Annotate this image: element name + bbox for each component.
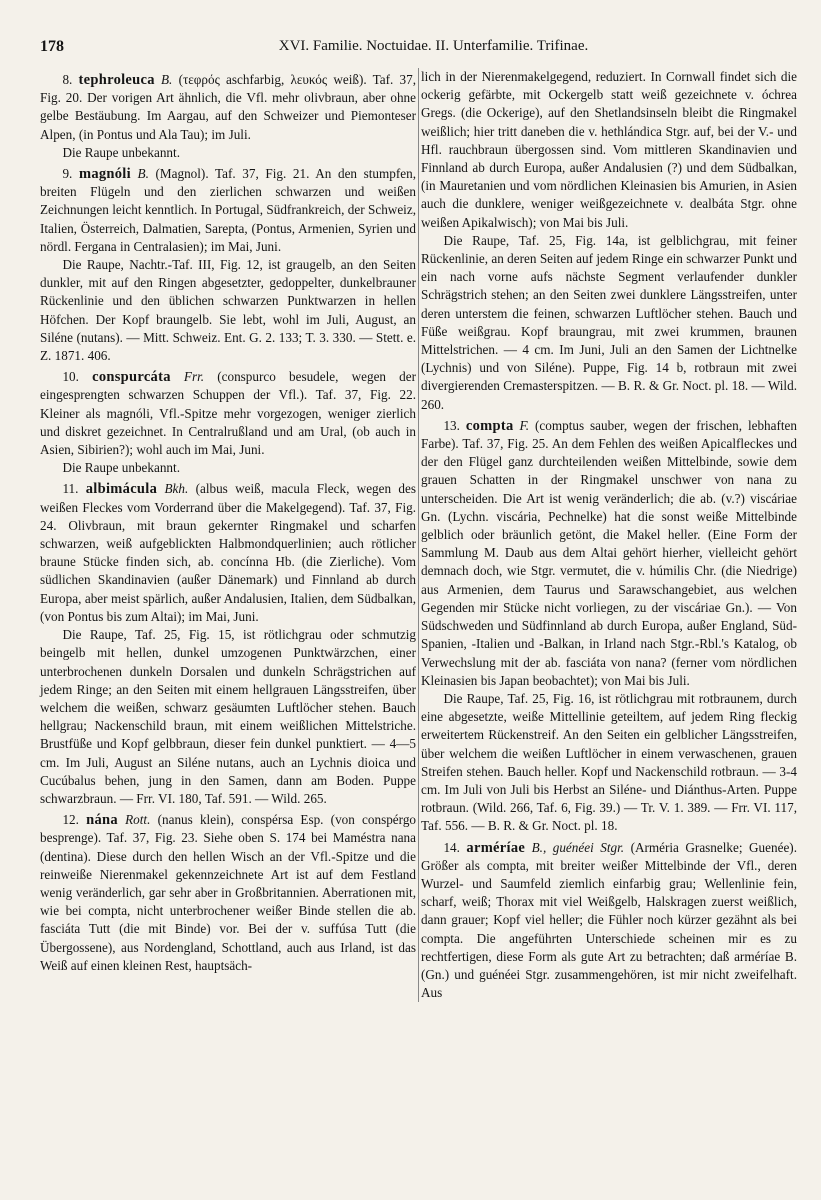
paragraph bbox=[40, 626, 416, 808]
species-author: Bkh. bbox=[157, 481, 189, 497]
paragraph bbox=[421, 690, 797, 836]
paragraph-text: (Magnol). Taf. 37, Fig. 21. An den stumpfen, breiten Flügeln und den zierlichen schwarzen und weißen Zeichnungen leicht kenntlich. In Portugal, Südfrankreich, der Schweiz, Italien, Österreich, Dalmatien, Sarepta, (Pontus, Armenien, Syrien und nördl. Fergana in Centralasien); im Mai, Juni. bbox=[40, 166, 416, 254]
right-column bbox=[421, 68, 797, 1002]
paragraph bbox=[40, 256, 416, 365]
paragraph bbox=[40, 459, 416, 477]
column-divider bbox=[418, 68, 419, 1002]
paragraph-text: Die Raupe, Taf. 25, Fig. 16, ist rötlichgrau mit rotbraunem, durch eine abgesetzte, weiße Mittellinie geteiltem, auf jedem Ring fleckig erweitertem Rückenstreif. An den Seiten ein gelblicher Längsstreifen, über welchem die weißen Luftlöcher in einem verwaschenen, grauen Streifen stehen. Bauch heller. Kopf und Nackenschild rotbraun. — 3-4 cm. Im Juli von Juli bis Herbst an Siléne- und Diánthus-Arten. Puppe rotbraun. (Wild. 266, Taf. 6, Fig. 39.) — Tr. V. 1. 389. — Frr. VI. 117, Taf. 556. — B. R. & Gr. Noct. pl. 18. bbox=[421, 690, 797, 834]
species-author: B., guénéei Stgr. bbox=[525, 839, 625, 855]
entry-number: 12. bbox=[62, 812, 87, 828]
species-entry bbox=[40, 811, 416, 975]
species-author: B. bbox=[154, 72, 173, 87]
species-entry bbox=[421, 839, 797, 1003]
paragraph-text: (comptus sauber, wegen der frischen, lebhaften Farbe). Taf. 37, Fig. 25. An dem Fehlen des weißen Apicalfleckes und der den Flügel ganz durchteilenden weißen Mittelbinde, sowie dem grauen Schatten in der Ringmakel unschwer von nana zu unterscheiden. Die Art ist wenig veränderlich; die ab. (v.?) viscáriae Gn. (Lychn. viscária, Pechnelke) hat die sonst weiße Mittelbinde gelblich oder bräunlich getönt, die Makel heller. (Eine Form der Sammlung M. Daub aus dem Altai gehört hierher, vielleicht gehört demnach doch, wie Stgr. vermutet, die v. húmilis Chr. (die Niedrige) aus Armenien, dem Taurus und Sarawschangebiet, aus welchen Gegenden mir Stücke nicht vorliegen, zu der viscáriae Gn.). — Von Südschweden und Südfinnland ab durch Europa, außer England, Süd-Spanien, -Italien und -Balkan, in Irland nach Stgr.-Rbl.'s Katalog, ob Verwechslung mit der ab. fasciáta von nana? (ferner vom nördlichen Kleinasien bis Japan beobachtet); von Mai bis Juli. bbox=[421, 417, 798, 688]
paragraph-text: (nanus klein), conspérsa Esp. (von conspérgo besprenge). Taf. 37, Fig. 23. Siehe oben S. 174 bei Maméstra nana (dentina). Diese durch den hellen Wisch an der Vfl.-Spitze und die reinweiße Nierenmakel gekennzeichnete Art ist auf dem Festland wenig veränderlich, gar sehr aber in Großbritannien. Aberrationen mit, wie bei compta, nicht unterbrochener weißer Binde stellen die ab. fasciáta Tutt (die mit Binde) vor. Bei der v. suffúsa Tutt (die Übergossene), aus Nordengland, Schottland, auch aus Irland, ist das Weiß auf einen kleinen Rest, hauptsäch- bbox=[40, 812, 417, 973]
entry-number: 8. bbox=[62, 72, 79, 87]
entry-number: 14. bbox=[443, 839, 467, 855]
paragraph bbox=[421, 232, 797, 414]
paragraph-text: Die Raupe unbekannt. bbox=[62, 144, 180, 160]
species-author: F. bbox=[513, 417, 530, 433]
species-author: Frr. bbox=[170, 369, 205, 385]
species-name: albimácula bbox=[85, 481, 158, 498]
paragraph-text: (albus weiß, macula Fleck, wegen des weißen Fleckes vom Vorderrand über die Makelgegend). Taf. 37, Fig. 24. Olivbraun, mit braun gekernter Ringmakel und scharfen schwarzen, weiß aufgeblickten Halbmondquerlinien; auch rötlicher braune Stücke finden sich, ab. concínna Hb. (die Zierliche). Vom südlichen Skandinavien (außer Dänemark) und Finnland ab durch Europa, aber meist spärlich, außer Andalusien, Italien, dem Südbalkan, (von Pontus bis zum Altai); im Mai, Juni. bbox=[40, 481, 416, 624]
species-author: Rott. bbox=[117, 812, 151, 828]
paragraph-text: (Arméria Grasnelke; Guenée). Größer als compta, mit breiter weißer Mittelbinde der Vfl., deren Wurzel- und Saumfeld ziemlich einfarbig grau; Wellenlinie fein, scharf, weiß; Thorax mit viel Weißgelb, Halskragen zuerst weißlich, dann grauer; Kopf viel heller; die Fühler noch kürzer gezähnt als bei compta. Die angeführten Unterschiede scheinen mir es zu rechtfertigen, diese Form als gute Art zu betrachten; daß arméríae B. (Gn.) und guénéei Stgr. zusammengehören, ist mir nicht zweifelhaft. Aus bbox=[421, 839, 797, 1001]
running-header bbox=[40, 38, 797, 64]
species-entry bbox=[40, 165, 416, 256]
paragraph bbox=[421, 68, 797, 232]
paragraph-text: Die Raupe unbekannt. bbox=[62, 460, 180, 476]
header-title: XVI. Familie. Noctuidae. II. Unterfamilie. Trifinae. bbox=[278, 38, 589, 54]
species-entry bbox=[421, 417, 797, 690]
species-name: conspurcáta bbox=[92, 369, 171, 386]
species-name: arméríae bbox=[466, 839, 526, 856]
entry-number: 9. bbox=[62, 166, 79, 182]
text-columns bbox=[40, 68, 797, 1002]
page-number: 178 bbox=[40, 38, 64, 55]
species-author: B. bbox=[130, 166, 149, 182]
paragraph-text: lich in der Nierenmakelgegend, reduziert. In Cornwall findet sich die ockerig gefärbte, mit Ockergelb statt weiß gezeichnete v. óchrea Gregs. (die Ockerige), auf den Shetlandsinseln bleibt die Ringmakel weißlich; hier tritt daneben die v. hethlándica Stgr. auf, bei der V.- und Hfl. rauchbraun übergossen sind. Vom mittleren Skandinavien und Finnland ab durch Europa, außer Andalusien (?) und dem Südbalkan, (in Mauretanien und vom nördlichen Kleinasien bis Amurien, in Asien auch die dunklere, weniger weißgezeichnete v. dealbáta Stgr. ohne weißen Apikalwisch); von Mai bis Juli. bbox=[421, 69, 797, 230]
paragraph bbox=[40, 144, 416, 162]
species-name: tephroleuca bbox=[78, 72, 155, 88]
paragraph-text: Die Raupe, Taf. 25, Fig. 14a, ist gelblichgrau, mit feiner Rückenlinie, an deren Seiten auf jedem Ringe ein schwarzer Punkt und ein nach vorne aufs nächste Segment verlaufender dunkler Schrägstrich stehen; an den Seiten zwei dunklere Längsstreifen, unter deren unterstem die feinen, schwarzen Luftlöcher stehen. Bauch und Füße weißgrau. Kopf braungrau, mit zwei krummen, braunen Mittelstrichen. — 4 cm. Im Juni, Juli an den Samen der Lichtnelke (Lychnis) und von Siléne). Puppe, Fig. 14 b, rotbraun mit zwei divergierenden Cremasterspitzen. — B. R. & Gr. Noct. pl. 18. — Wild. 260. bbox=[421, 232, 797, 412]
entry-number: 11. bbox=[62, 481, 86, 497]
paragraph-text: (τεφρός aschfarbig, λευκός weiß). Taf. 37, Fig. 20. Der vorigen Art ähnlich, die Vfl. mehr olivbraun, aber ohne gelbe Bestäubung. Im Aargau, auf den Schweizer und Piemonteser Alpen, (in Pontus und Ala Tau); im Juli. bbox=[40, 72, 416, 142]
paragraph-text: (conspurco besudele, wegen der eingesprengten schwarzen Schuppen der Vfl.). Taf. 37, Fig. 22. Kleiner als magnóli, Vfl.-Spitze mehr vorgezogen, weniger zierlich und diskret gezeichnet. In Centralrußland und am Ural, (ob auch in Asien, Sibirien?); wohl auch im Mai, Juni. bbox=[40, 369, 417, 458]
entry-number: 13. bbox=[443, 417, 466, 433]
species-name: compta bbox=[465, 417, 514, 434]
species-name: nána bbox=[86, 812, 118, 829]
paragraph-text: Die Raupe, Taf. 25, Fig. 15, ist rötlichgrau oder schmutzig beingelb mit hellen, dunkel umzogenen Punktwärzchen, einer unterbrochenen dunkeln Dorsalen und dunkeln Schrägstrichen auf jedem Ringe; an den Seiten mit einem hellgrauen Längsstreifen, über welchem die weißen, schwarz gesäumten Luftlöcher stehen. Bauch hellgrau; Nackenschild braun, mit einem weißlichen Mittelstriche. Brustfüße und Kopf gelbbraun, dieser fein dunkel punktiert. — 4—5 cm. Im Juli, August an Siléne nutans, auch an Lychnis dioica und Cucúbalus behen, jung in den Samen, dann am Boden. Puppe schwarzbraun. — Frr. VI. 180, Taf. 591. — Wild. 265. bbox=[40, 627, 416, 806]
left-column bbox=[40, 68, 416, 1002]
entry-number: 10. bbox=[62, 369, 93, 385]
paragraph-text: Die Raupe, Nachtr.-Taf. III, Fig. 12, ist graugelb, an den Seiten dunkler, mit auf den Ringen abgesetzter, gedoppelter, dunkelbrauner Rückenlinie und den üblichen schwarzen Punktwarzen in hellen Höfchen. Der Kopf braungelb. Sie lebt, wohl im Juli, August, an Siléne (nutans). — Mitt. Schweiz. Ent. G. 2. 133; T. 3. 330. — Stett. e. Z. 1871. 406. bbox=[40, 257, 416, 364]
species-entry bbox=[40, 480, 416, 626]
species-name: magnóli bbox=[78, 166, 131, 183]
species-entry bbox=[40, 71, 416, 144]
species-entry bbox=[40, 368, 416, 459]
